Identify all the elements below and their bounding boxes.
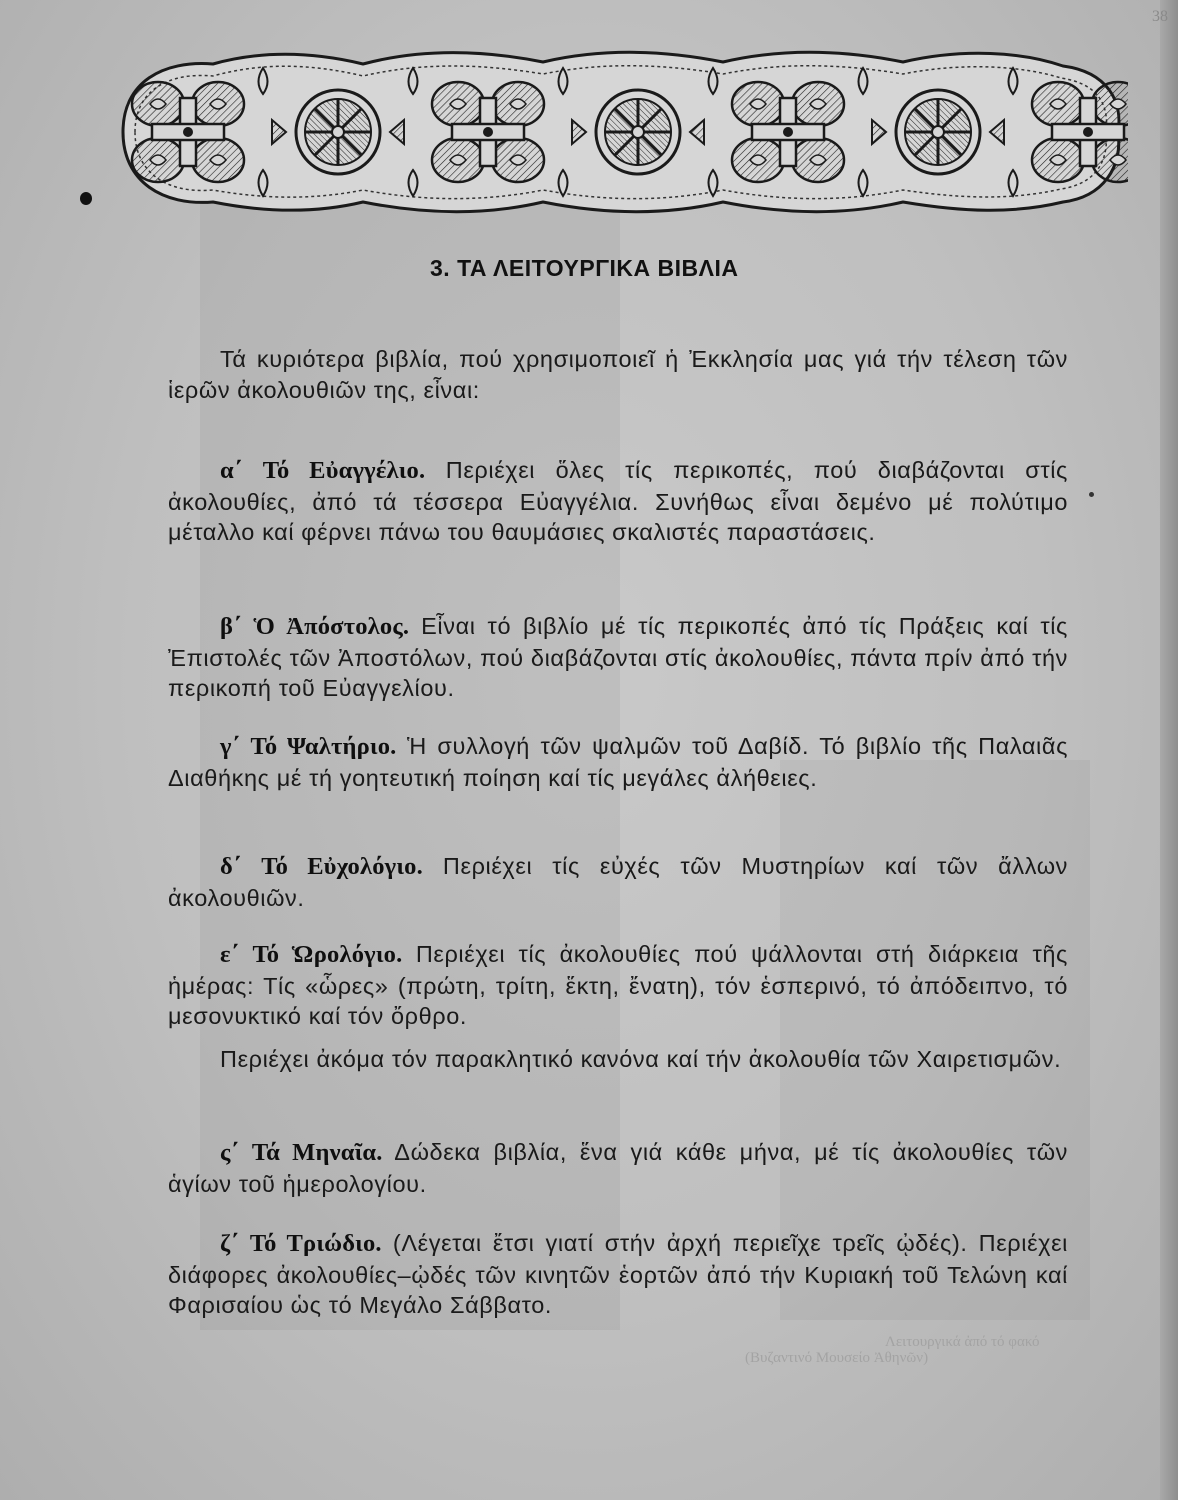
entry-title: Τό Εὐαγγέλιο. <box>262 457 426 484</box>
entry-letter: ς΄ <box>220 1139 239 1166</box>
ornament-drop <box>1009 68 1018 94</box>
entry-text: Εἶναι τό βιβλίο μέ τίς περικοπές ἀπό τίς Πράξεις καί τίς Ἐπιστολές τῶν Ἀποστόλων, πού διαβάζονται στίς ἀκολουθίες, πάντα πρίν ἀπό τήν περικοπή τοῦ Εὐαγγελίου. <box>168 613 1068 701</box>
ornament-leaf-eye <box>810 99 826 109</box>
ornament-drop <box>409 170 418 196</box>
ornament-leaf-eye <box>750 99 766 109</box>
entry-triodio <box>168 1228 1068 1321</box>
entry-letter: β΄ <box>220 613 242 640</box>
entry-orologio <box>168 939 1068 1032</box>
ornament-drop <box>859 68 868 94</box>
entry-letter: α΄ <box>220 457 243 484</box>
entry-minaia <box>168 1137 1068 1199</box>
ornament-leaf-eye <box>1050 99 1066 109</box>
entry-apostolos <box>168 611 1068 704</box>
entry-text: Περιέχει ὅλες τίς περικοπές, πού διαβάζονται στίς ἀκολουθίες, ἀπό τά τέσσερα Εὐαγγέλια. Συνήθως εἶναι δεμένο μέ πολύτιμο μέταλλο καί φέρνει πάνω του θαυμάσιες σκαλιστές παραστάσεις. <box>168 457 1068 545</box>
ornament-leaf-eye <box>750 155 766 165</box>
entry-euchologio <box>168 851 1068 913</box>
chapter-title: 3. ΤΑ ΛΕΙΤΟΥΡΓΙΚΑ ΒΙΒΛΙΑ <box>430 255 739 281</box>
ornament-leaf-eye <box>1050 155 1066 165</box>
entry-text: Περιέχει τίς ἀκολουθίες πού ψάλλονται στή διάρκεια τῆς ἡμέρας: Τίς «ὧρες» (πρώτη, τρίτη, ἕκτη, ἔνατη), τόν ἑσπερινό, τό ἀπόδειπνο, τό μεσονυκτικό καί τόν ὄρθρο. <box>168 941 1068 1029</box>
ornament-leaf-eye <box>510 99 526 109</box>
entry-orologio-continuation <box>168 1044 1068 1075</box>
ornament-drop <box>259 68 268 94</box>
entry-letter: ζ΄ <box>220 1230 239 1257</box>
entry-letter: ε΄ <box>220 941 240 968</box>
ornament-leaf-eye <box>210 99 226 109</box>
ornament-cross-center <box>1083 127 1093 137</box>
entry-letter: γ΄ <box>220 733 241 760</box>
ornament-drop <box>409 68 418 94</box>
ornament-cross-center <box>483 127 493 137</box>
ornament-drop <box>1009 170 1018 196</box>
entry-text: Περιέχει ἀκόμα τόν παρακλητικό κανόνα καί τήν ἀκολουθία τῶν Χαιρετισμῶν. <box>220 1046 1062 1072</box>
ornament-cross-center <box>783 127 793 137</box>
ornament-drop <box>559 170 568 196</box>
ornament-drop <box>859 170 868 196</box>
entry-text: (Λέγεται ἔτσι γιατί στήν ἀρχή περιεῖχε τρεῖς ᾠδές). Περιέχει διάφορες ἀκολουθίες–ᾠδές τῶν κινητῶν ἑορτῶν ἀπό τήν Κυριακή τοῦ Τελώνη καί Φαρισαίου ὡς τό Μεγάλο Σάββατο. <box>168 1230 1069 1318</box>
show-through-caption-right: Λειτουργικά ἀπό τό φακό <box>885 1334 1040 1350</box>
entry-title: Τό Εὐχολόγιο. <box>261 853 423 880</box>
ornament-rosette-hub <box>932 126 944 138</box>
intro-text: Τά κυριότερα βιβλία, πού χρησιμοποιεῖ ἡ Ἐκκλησία μας γιά τήν τέλεση τῶν ἱερῶν ἀκολουθιῶν της, εἶναι: <box>168 346 1068 403</box>
ornament-leaf-eye <box>210 155 226 165</box>
page-number: 38 <box>1152 8 1168 25</box>
margin-dot <box>80 192 92 205</box>
ornament-leaf-eye <box>450 155 466 165</box>
ornament-drop <box>259 170 268 196</box>
ornament-leaf-eye <box>510 155 526 165</box>
ornament-leaf-eye <box>810 155 826 165</box>
ornament-rosette-hub <box>332 126 344 138</box>
entry-euangelio <box>168 455 1068 548</box>
entry-letter: δ΄ <box>220 853 242 880</box>
entry-title: Τό Ψαλτήριο. <box>250 733 397 760</box>
ornament-cross-center <box>183 127 193 137</box>
intro-paragraph <box>168 344 1068 405</box>
ornament-leaf-eye <box>450 99 466 109</box>
stray-dot <box>1089 492 1094 497</box>
entry-title: Ὁ Ἀπόστολος. <box>253 613 410 640</box>
show-through-caption-left: (Βυζαντινό Μουσείο Ἀθηνῶν) <box>745 1350 929 1366</box>
entry-psaltirio <box>168 731 1068 793</box>
entry-text: Δώδεκα βιβλία, ἕνα γιά κάθε μήνα, μέ τίς ἀκολουθίες τῶν ἁγίων τοῦ ἡμερολογίου. <box>168 1139 1068 1197</box>
ornamental-header-band <box>103 42 1128 222</box>
ornament-leaf-eye <box>150 99 166 109</box>
entry-title: Τό Τριώδιο. <box>249 1230 382 1257</box>
ornament-drop <box>709 170 718 196</box>
ornament-drop <box>559 68 568 94</box>
ornament-leaf-eye <box>1110 99 1126 109</box>
ornament-leaf-eye <box>150 155 166 165</box>
entry-title: Τό Ὡρολόγιο. <box>252 941 403 968</box>
ornament-leaf-eye <box>1110 155 1126 165</box>
entry-text: Περιέχει τίς εὐχές τῶν Μυστηρίων καί τῶν ἄλλων ἀκολουθιῶν. <box>168 853 1068 911</box>
page-edge <box>1160 0 1178 1500</box>
entry-text: Ἡ συλλογή τῶν ψαλμῶν τοῦ Δαβίδ. Τό βιβλίο τῆς Παλαιᾶς Διαθήκης μέ τή γοητευτική ποίηση καί τίς μεγάλες ἀλήθειες. <box>168 733 1068 791</box>
ornament-rosette-hub <box>632 126 644 138</box>
ornament-drop <box>709 68 718 94</box>
entry-title: Τά Μηναῖα. <box>251 1139 383 1166</box>
